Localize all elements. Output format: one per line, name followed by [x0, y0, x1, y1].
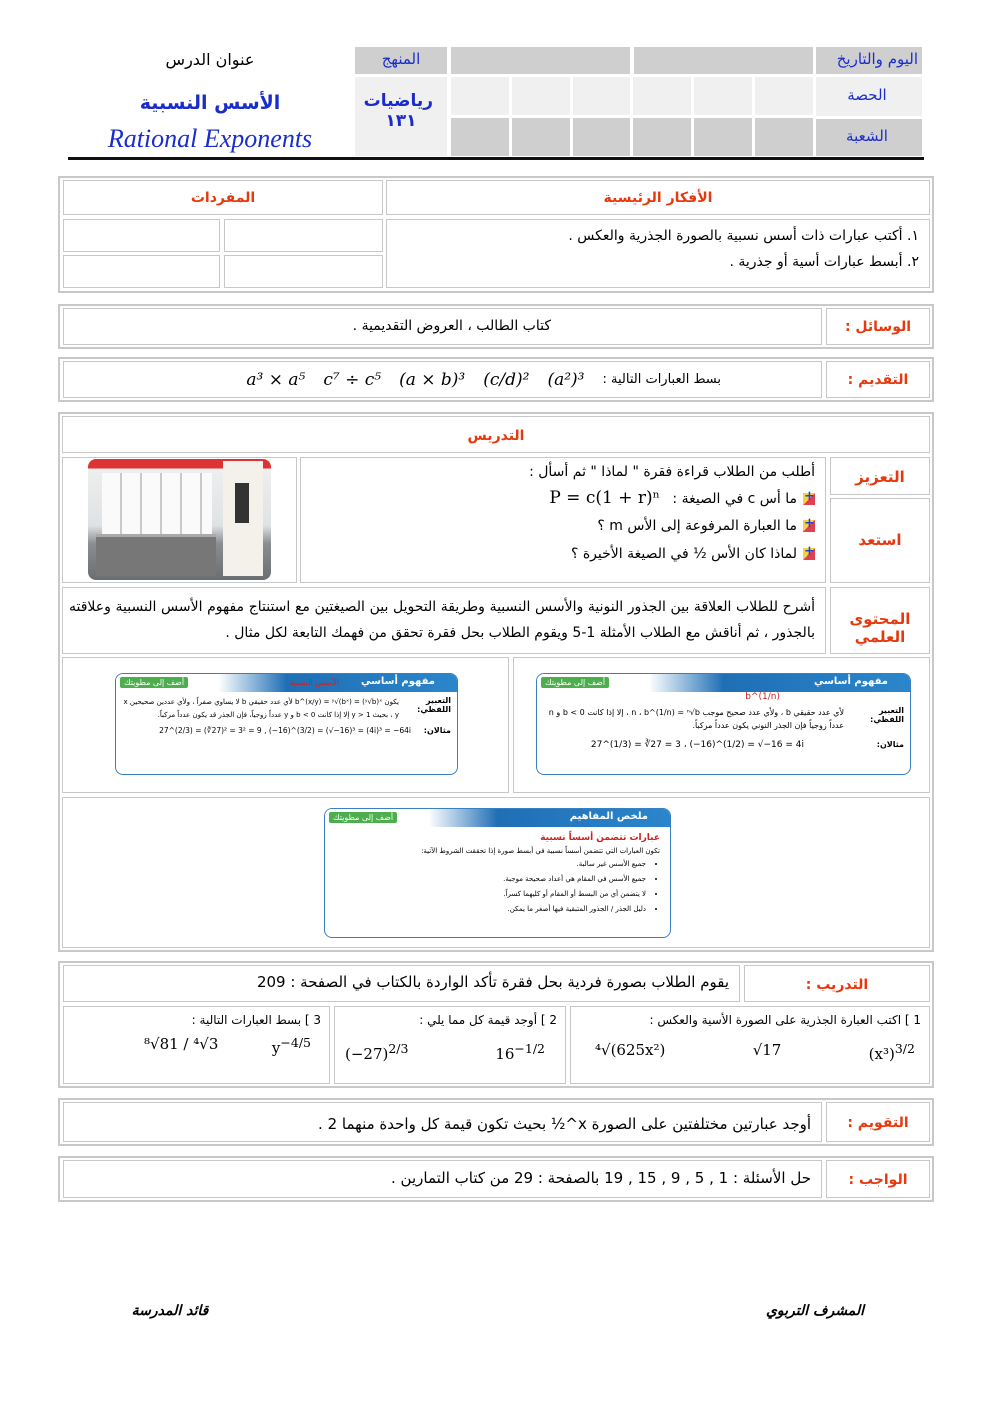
section-cell[interactable]	[573, 118, 631, 156]
ready-question: +لماذا كان الأس ½ في الصيغة الأخيرة ؟	[301, 546, 815, 562]
bullet-icon	[803, 548, 815, 560]
summary-item: • جميع الأسس غير سالبة.	[325, 857, 646, 872]
summary-item: • جميع الأسس في المقام هي أعداد صحيحة موجبة.	[325, 872, 646, 887]
expr: ⁸√81 / ⁴√3	[144, 1035, 219, 1053]
vocab-cell[interactable]	[63, 255, 220, 288]
vocab-cell[interactable]	[63, 219, 220, 252]
idea-item: ٢. أبسط عبارات أسية أو جذرية .	[729, 254, 919, 270]
curriculum-label: المنهج	[355, 47, 447, 74]
section-label: الشعبة	[816, 119, 922, 156]
example-label: مثالان:	[423, 726, 451, 735]
period-cell[interactable]	[573, 77, 631, 115]
verbal-label: التعبير اللفظي:	[870, 706, 904, 724]
expr: √17	[752, 1041, 782, 1059]
section-cell[interactable]	[755, 118, 813, 156]
practice-label: التدريب :	[744, 965, 930, 1002]
reinforce-label: التعزيز	[830, 457, 930, 495]
example-label: مثالان:	[876, 740, 904, 749]
content-label: المحتوى العلمي	[830, 587, 930, 654]
section-cell[interactable]	[633, 118, 691, 156]
example-text: 27^(2/3) = (∛27)² = 3² = 9 , (−16)^(3/2) = (√−16)³ = (4i)³ = −64i	[159, 726, 411, 735]
section-cell[interactable]	[451, 118, 509, 156]
ready-question: +ما العبارة المرفوعة إلى الأس m ؟	[301, 518, 815, 534]
foldable-tag: أضف إلى مطويتك	[120, 677, 188, 688]
summary-heading: عبارات تتضمن أسساً نسبية	[540, 833, 660, 843]
period-cell[interactable]	[694, 77, 752, 115]
ideas-header: الأفكار الرئيسية	[386, 180, 930, 215]
supervisor-signature: المشرف التربوي	[765, 1303, 865, 1319]
tools-label: الوسائل :	[826, 308, 930, 345]
date-cell[interactable]	[451, 47, 630, 74]
summary-item: • لا يتضمن أي من البسط أو المقام أو كليهما كسراً.	[325, 887, 646, 902]
lesson-title-en: Rational Exponents	[107, 124, 313, 153]
concept-box-left	[115, 673, 458, 775]
intro-expression: (a × b)³	[399, 369, 466, 390]
content-text: أشرح للطلاب العلاقة بين الجذور النونية والأسس النسبية وطريقة التحويل بين الصيغتين مع استنتاج مفهوم الأسس النسبية وعلاقته بالجذور ، ثم أناقش مع الطلاب الأمثلة 1-5 ويقوم الطلاب بحل فقرة تحقق من فهمك التابعة لكل مثال .	[62, 587, 826, 654]
evaluation-label: التقويم :	[826, 1102, 930, 1142]
q3-expressions	[64, 1027, 321, 1057]
expr: $(x^3)^{3/2}$	[868, 1041, 915, 1063]
intro-expression: (a²)³	[547, 369, 585, 390]
ready-question: +ما أس c في الصيغة : P = c(1 + r)ⁿ	[301, 488, 815, 508]
idea-item: ١. أكتب عبارات ذات أسس نسبية بالصورة الجذرية والعكس .	[568, 228, 919, 244]
section-cell[interactable]	[694, 118, 752, 156]
vocab-cell[interactable]	[224, 219, 383, 252]
period-cell[interactable]	[451, 77, 509, 115]
ready-label: استعد	[830, 498, 930, 583]
vocab-header: المفردات	[63, 180, 383, 215]
q3-text: 3 ] بسط العبارات التالية :	[191, 1013, 321, 1027]
concept-heading: الأسس النسبية	[289, 678, 339, 687]
lesson-title-ar: الأسس النسبية	[139, 92, 281, 114]
period-cell[interactable]	[755, 77, 813, 115]
practice-q3	[63, 1006, 330, 1084]
bullet-icon	[803, 520, 815, 532]
verbal-label: التعبير اللفظي:	[417, 696, 451, 714]
ideas-cell	[386, 219, 930, 288]
practice-q1	[570, 1006, 930, 1084]
ready-text-cell	[300, 457, 826, 583]
intro-cell	[63, 361, 822, 398]
ready-prompt: أطلب من الطلاب قراءة فقرة " لماذا " ثم أسأل :	[529, 464, 815, 480]
period-section-grid	[451, 77, 813, 156]
header-divider	[68, 157, 924, 160]
formula: P = c(1 + r)ⁿ	[549, 488, 660, 508]
evaluation-text: أوجد عبارتين مختلفتين على الصورة x^½ بحيث تكون قيمة كل واحدة منهما 2 .	[63, 1102, 822, 1142]
intro-expression: c⁷ ÷ c⁵	[323, 369, 382, 390]
concept-title: مفهوم أساسي	[116, 674, 457, 692]
intro-label: التقديم :	[826, 361, 930, 398]
summary-box	[324, 808, 671, 938]
expr: $16^{-1/2}$	[495, 1041, 545, 1063]
summary-title: ملخص المفاهيم	[325, 809, 670, 827]
q1-text: 1 ] اكتب العبارة الجذرية على الصورة الأسية والعكس :	[649, 1013, 921, 1027]
concept-title: مفهوم أساسي	[537, 674, 910, 692]
intro-expression: a³ × a⁵	[246, 369, 306, 390]
example-text: 27^(1/3) = ∛27 = 3 ، (−16)^(1/2) = √−16 = 4i	[590, 740, 804, 750]
summary-item: • دليل الجذر / الجذور المتبقية فيها أصغر ما يمكن.	[325, 902, 646, 917]
period-label: الحصة	[816, 77, 922, 116]
section-cell[interactable]	[512, 118, 570, 156]
tools-text: كتاب الطالب ، العروض التقديمية .	[63, 308, 822, 345]
lesson-title-label: عنوان الدرس	[165, 50, 255, 69]
intro-text: بسط العبارات التالية :	[602, 372, 721, 387]
q2-expressions	[335, 1027, 557, 1063]
concept-heading: b^(1/n)	[745, 692, 780, 702]
foldable-tag: أضف إلى مطويتك	[329, 812, 397, 823]
expr: $y^{-4/5}$	[271, 1035, 311, 1057]
verbal-text: يكون b^(x/y) = ʸ√(bˣ) = (ʸ√b)ˣ لأي عدد حقيقي b لا يساوي صفراً ، ولأي عددين صحيحين x ، y بحيث y > 1 إلا إذا كانت b < 0 و y عدداً زوجياً، فإن الجذر قد يكون عدداً مركباً.	[123, 698, 399, 719]
verbal-text: لأي عدد حقيقي b ، ولأي عدد صحيح موجب n ، b^(1/n) = ⁿ√b ، إلا إذا كانت b < 0 و n عدداً زوجياً فإن الجذر النوني يكون عدداً مركباً.	[548, 708, 844, 730]
appliance-store-photo	[88, 459, 271, 580]
practice-text: يقوم الطلاب بصورة فردية بحل فقرة تأكد الواردة بالكتاب في الصفحة : 209	[63, 965, 740, 1002]
foldable-tag: أضف إلى مطويتك	[541, 677, 609, 688]
intro-expression: (c/d)²	[483, 369, 530, 390]
teaching-title: التدريس	[62, 416, 930, 453]
expr: $(-27)^{2/3}$	[345, 1041, 409, 1063]
principal-signature: قائد المدرسة	[131, 1303, 209, 1319]
vocab-cell[interactable]	[224, 255, 383, 288]
practice-q2	[334, 1006, 566, 1084]
expr: ⁴√(625x²)	[595, 1041, 666, 1059]
concept-box-right	[536, 673, 911, 775]
period-cell[interactable]	[512, 77, 570, 115]
curriculum-value: رياضيات ١٣١	[355, 77, 447, 156]
homework-text: حل الأسئلة : 1 , 5 , 9 , 15 , 19 بالصفحة : 29 من كتاب التمارين .	[63, 1160, 822, 1198]
summary-intro: تكون العبارات التي تتضمن أسساً نسبية في أبسط صورة إذا تحققت الشروط الآتية:	[421, 847, 660, 855]
date-cell[interactable]	[634, 47, 813, 74]
q2-text: 2 ] أوجد قيمة كل مما يلي :	[419, 1013, 557, 1027]
q1-expressions	[571, 1027, 921, 1063]
bullet-icon	[803, 493, 815, 505]
homework-label: الواجب :	[826, 1160, 930, 1198]
day-date-label: اليوم والتاريخ	[816, 47, 922, 74]
period-cell[interactable]	[633, 77, 691, 115]
